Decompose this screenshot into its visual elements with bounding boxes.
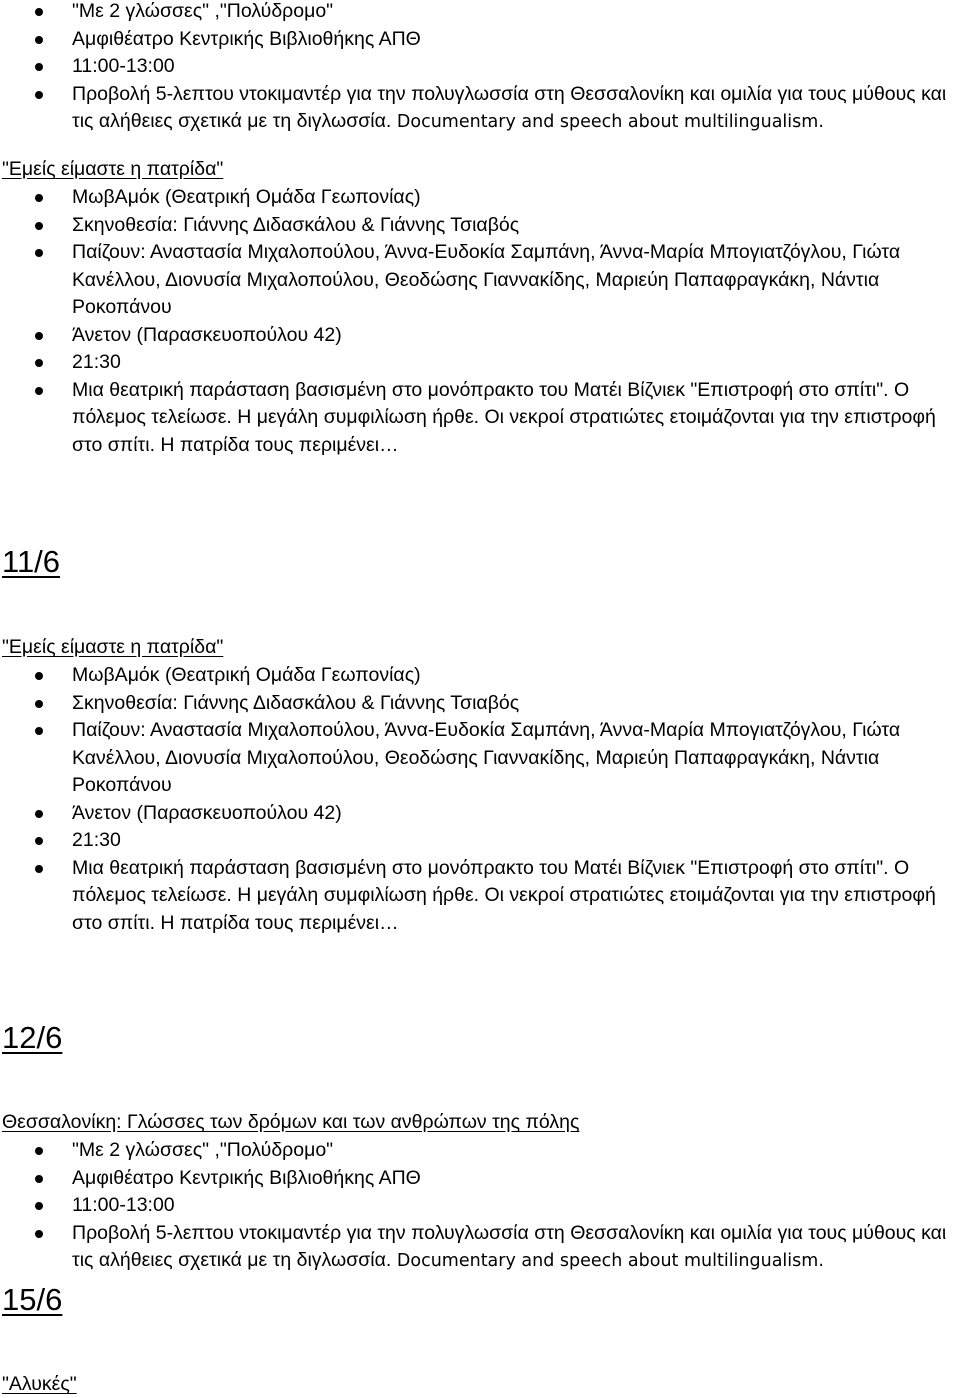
event-title: "Αλυκές" <box>2 1373 77 1395</box>
list-item: "Με 2 γλώσσες" ,"Πολύδρομο" <box>0 1137 960 1165</box>
bullet-icon <box>35 222 43 230</box>
list-item: Άνετον (Παρασκευοπούλου 42) <box>0 800 960 828</box>
bullet-icon <box>35 36 43 44</box>
event-description-en: Documentary and speech about multilingualism. <box>391 112 824 132</box>
bullet-icon <box>35 1175 43 1183</box>
bullet-icon <box>35 837 43 845</box>
bullet-icon <box>35 672 43 680</box>
list-item: 11:00-13:00 <box>0 53 960 81</box>
list-item: Άνετον (Παρασκευοπούλου 42) <box>0 322 960 350</box>
date-heading: 11/6 <box>2 544 61 579</box>
event-details-list <box>0 0 960 137</box>
bullet-icon <box>35 91 43 99</box>
event-section-patrida-2 <box>0 662 960 937</box>
list-item: 21:30 <box>0 349 960 377</box>
list-item: Μια θεατρική παράσταση βασισμένη στο μονόπρακτο του Ματέι Βίζνιεκ "Επιστροφή στο σπίτι". Ο πόλεμος τελείωσε. Η μεγάλη συμφιλίωση ήρθε. Οι νεκροί στρατιώτες ετοιμάζονται για την επιστροφή στο σπίτι. Η πατρίδα τους περιμένει… <box>0 855 960 938</box>
bullet-icon <box>35 359 43 367</box>
bullet-icon <box>35 700 43 708</box>
bullet-icon <box>35 332 43 340</box>
event-title: "Εμείς είμαστε η πατρίδα" <box>2 158 224 180</box>
event-details-list <box>0 184 960 459</box>
event-section-patrida-1 <box>0 184 960 459</box>
event-description: Προβολή 5-λεπτου ντοκιμαντέρ για την πολυγλωσσία στη Θεσσαλονίκη και ομιλία για τους μύθους και τις αλήθειες σχετικά με τη διγλωσσία. <box>72 82 947 132</box>
list-item: 11:00-13:00 <box>0 1192 960 1220</box>
list-item: Αμφιθέατρο Κεντρικής Βιβλιοθήκης ΑΠΘ <box>0 1165 960 1193</box>
list-item: 21:30 <box>0 827 960 855</box>
bullet-icon <box>35 1202 43 1210</box>
bullet-icon <box>35 249 43 257</box>
bullet-icon <box>35 727 43 735</box>
event-description: Προβολή 5-λεπτου ντοκιμαντέρ για την πολυγλωσσία στη Θεσσαλονίκη και ομιλία για τους μύθους και τις αλήθειες σχετικά με τη διγλωσσία. <box>72 1221 947 1271</box>
list-item: ΜωβΑμόκ (Θεατρική Ομάδα Γεωπονίας) <box>0 184 960 212</box>
bullet-icon <box>35 194 43 202</box>
list-item: Παίζουν: Αναστασία Μιχαλοπούλου, Άννα-Ευδοκία Σαμπάνη, Άννα-Μαρία Μπογιατζόγλου, Γιώτα Κανέλλου, Διονυσία Μιχαλοπούλου, Θεοδώσης Γιαννακίδης, Μαριεύη Παπαφραγκάκη, Νάντια Ροκοπάνου <box>0 239 960 322</box>
event-section-multilingual-2 <box>0 1137 960 1276</box>
bullet-icon <box>35 810 43 818</box>
bullet-icon <box>35 1147 43 1155</box>
event-details-list <box>0 662 960 937</box>
event-description-en: Documentary and speech about multilingualism. <box>391 1251 824 1271</box>
event-title: "Εμείς είμαστε η πατρίδα" <box>2 636 224 658</box>
bullet-icon <box>35 8 43 16</box>
bullet-icon <box>35 1230 43 1238</box>
event-title: Θεσσαλονίκη: Γλώσσες των δρόμων και των ανθρώπων της πόλης <box>2 1111 580 1133</box>
bullet-icon <box>35 865 43 873</box>
list-item: Σκηνοθεσία: Γιάννης Διδασκάλου & Γιάννης Τσιαβός <box>0 690 960 718</box>
list-item <box>0 1220 960 1276</box>
bullet-icon <box>35 387 43 395</box>
list-item: Αμφιθέατρο Κεντρικής Βιβλιοθήκης ΑΠΘ <box>0 26 960 54</box>
event-section-multilingual-1 <box>0 0 960 137</box>
list-item <box>0 81 960 137</box>
list-item: Μια θεατρική παράσταση βασισμένη στο μονόπρακτο του Ματέι Βίζνιεκ "Επιστροφή στο σπίτι". Ο πόλεμος τελείωσε. Η μεγάλη συμφιλίωση ήρθε. Οι νεκροί στρατιώτες ετοιμάζονται για την επιστροφή στο σπίτι. Η πατρίδα τους περιμένει… <box>0 377 960 460</box>
date-heading: 12/6 <box>2 1020 63 1055</box>
list-item: Σκηνοθεσία: Γιάννης Διδασκάλου & Γιάννης Τσιαβός <box>0 212 960 240</box>
list-item: Παίζουν: Αναστασία Μιχαλοπούλου, Άννα-Ευδοκία Σαμπάνη, Άννα-Μαρία Μπογιατζόγλου, Γιώτα Κανέλλου, Διονυσία Μιχαλοπούλου, Θεοδώσης Γιαννακίδης, Μαριεύη Παπαφραγκάκη, Νάντια Ροκοπάνου <box>0 717 960 800</box>
bullet-icon <box>35 63 43 71</box>
list-item: "Με 2 γλώσσες" ,"Πολύδρομο" <box>0 0 960 26</box>
event-details-list <box>0 1137 960 1276</box>
date-heading: 15/6 <box>2 1282 63 1317</box>
list-item: ΜωβΑμόκ (Θεατρική Ομάδα Γεωπονίας) <box>0 662 960 690</box>
